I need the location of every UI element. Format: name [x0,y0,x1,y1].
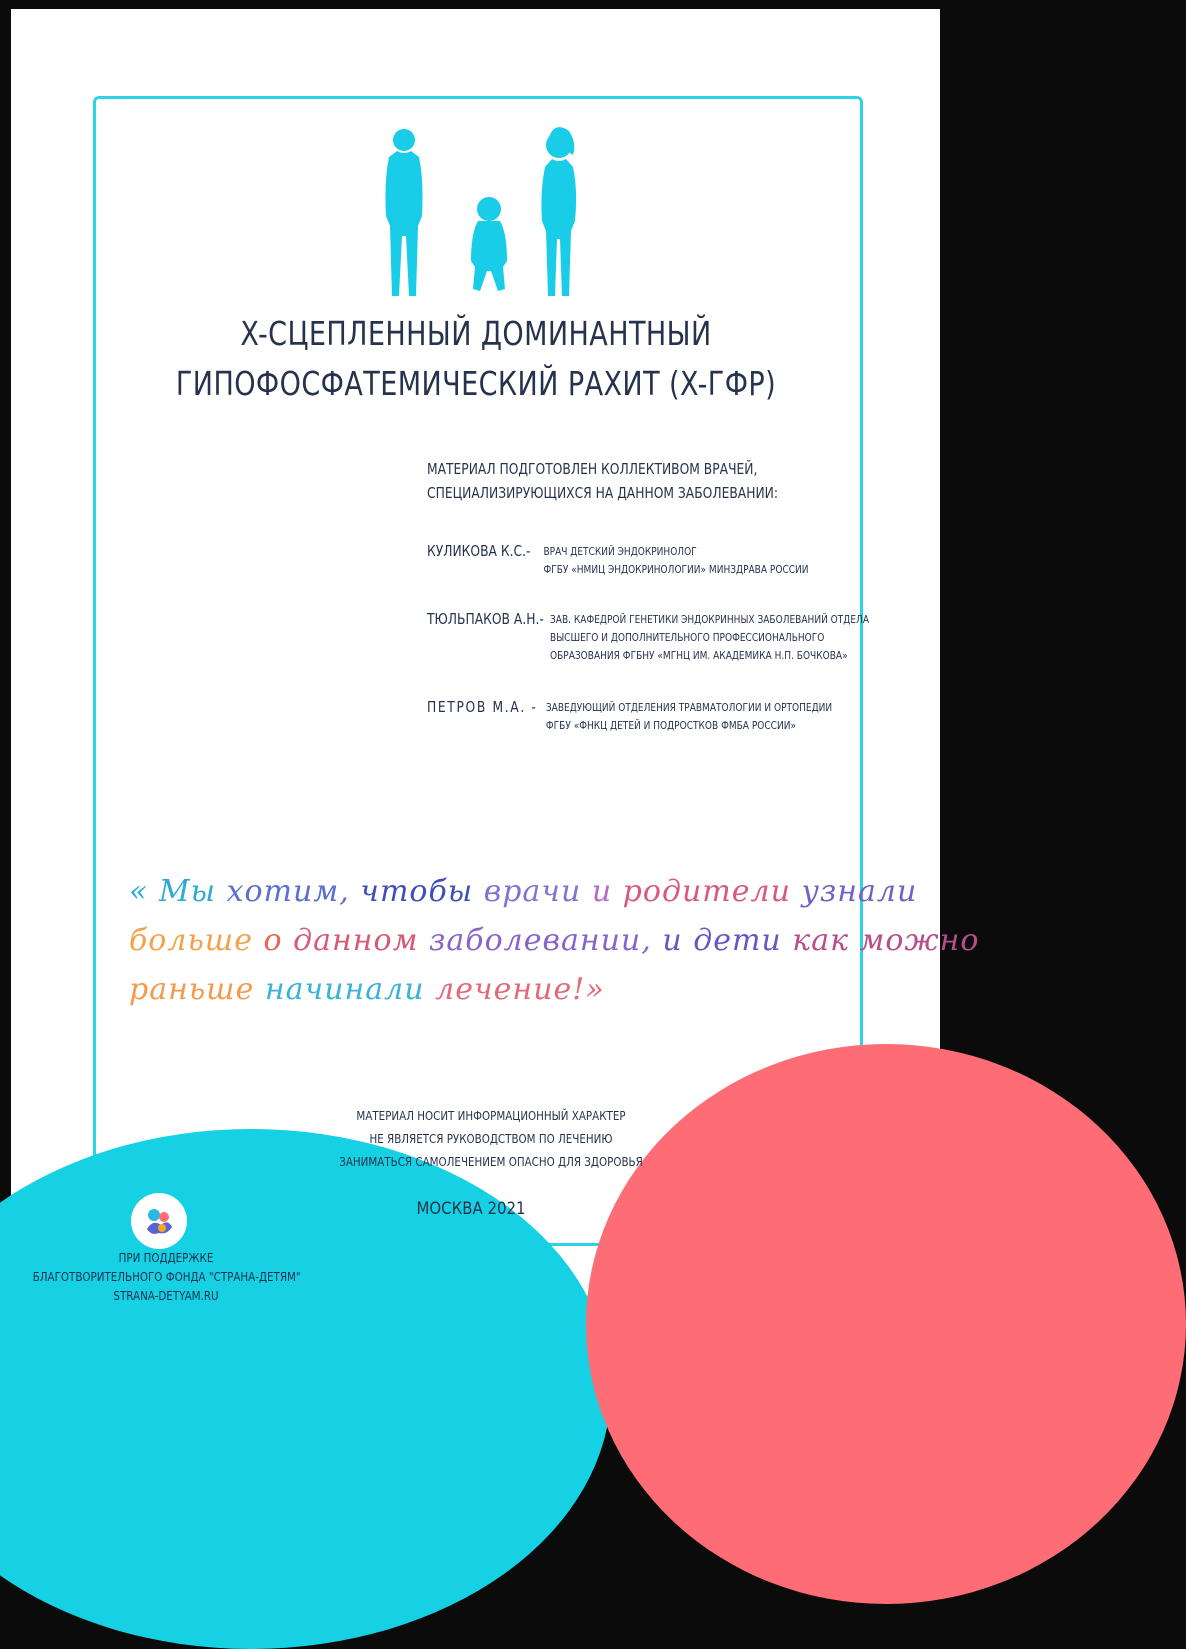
mother-body [541,159,576,296]
support-website: STRANA-DETYAM.RU [113,1289,219,1303]
document-title [144,309,808,409]
support-line-1: ПРИ ПОДДЕРЖКЕ [118,1251,214,1265]
disclaimer-line-2: НЕ ЯВЛЯЕТСЯ РУКОВОДСТВОМ ПО ЛЕЧЕНИЮ [369,1132,613,1146]
disclaimer-line-1: МАТЕРИАЛ НОСИТ ИНФОРМАЦИОННЫЙ ХАРАКТЕР [356,1109,626,1123]
quote-word: о [263,923,294,958]
disclaimer-note [267,1105,714,1174]
author-role-line: ФГБУ «ФНКЦ ДЕТЕЙ И ПОДРОСТКОВ ФМБА РОССИИ» [545,719,796,732]
quote-word: врачи [483,874,592,909]
quote-line-1 [129,867,918,916]
quote-word: чтобы [360,874,484,909]
author-role-line: ЗАВЕДУЮЩИЙ ОТДЕЛЕНИЯ ТРАВМАТОЛОГИИ И ОРТОПЕДИИ [545,701,833,714]
author-name: ПЕТРОВ М.А. - [427,698,538,716]
author-role-line: ВРАЧ ДЕТСКИЙ ЭНДОКРИНОЛОГ [543,545,697,558]
family-silhouette-icon [377,121,587,301]
support-line-2: БЛАГОТВОРИТЕЛЬНОГО ФОНДА "СТРАНА-ДЕТЯМ" [32,1270,301,1284]
city-year: МОСКВА 2021 [416,1199,526,1219]
father-body [385,151,422,296]
child-head [477,197,501,221]
author-name: КУЛИКОВА К.С.- [427,542,531,560]
author-role-line: ЗАВ. КАФЕДРОЙ ГЕНЕТИКИ ЭНДОКРИННЫХ ЗАБОЛЕВАНИЙ ОТДЕЛА [550,613,870,626]
prepared-line-2: СПЕЦИАЛИЗИРУЮЩИХСЯ НА ДАННОМ ЗАБОЛЕВАНИИ: [427,484,779,502]
author-role-line: ВЫСШЕГО И ДОПОЛНИТЕЛЬНОГО ПРОФЕССИОНАЛЬНОГО [550,631,825,644]
brochure-cover [11,9,980,1325]
quote-word: « Мы [129,874,227,909]
author-name: ТЮЛЬПАКОВ А.Н.- [427,610,544,628]
father-head [393,129,415,151]
prepared-line-1: МАТЕРИАЛ ПОДГОТОВЛЕН КОЛЛЕКТИВОМ ВРАЧЕЙ, [427,460,758,478]
quote-line-2 [129,916,980,965]
quote-word: родители [622,874,802,909]
quote-word: и дети [662,923,793,958]
author-role-line: ОБРАЗОВАНИЯ ФГБНУ «МГНЦ ИМ. АКАДЕМИКА Н.П. БОЧКОВА» [550,649,848,662]
quote-word: лечение!» [435,972,605,1007]
author-role-line: ФГБУ «НМИЦ ЭНДОКРИНОЛОГИИ» МИНЗДРАВА РОССИИ [543,563,809,576]
charity-fund-logo-mark [131,1193,187,1249]
quote-word: и [591,874,623,909]
title-line-2: ГИПОФОСФАТЕМИЧЕСКИЙ РАХИТ (X-ГФР) [175,364,777,403]
disclaimer-line-3: ЗАНИМАТЬСЯ САМОЛЕЧЕНИЕМ ОПАСНО ДЛЯ ЗДОРОВЬЯ [339,1155,643,1169]
quote-line-3 [129,965,809,1014]
support-note [33,1249,300,1306]
quote-word: заболевании, [429,923,663,958]
handwritten-quote [129,867,980,1014]
prepared-by-note [427,457,778,505]
child-body [471,221,507,291]
quote-word: начинали [264,972,436,1007]
quote-word: раньше [129,972,265,1007]
charity-fund-logo-icon [131,1193,187,1249]
quote-word: данном [293,923,430,958]
quote-word: больше [129,923,264,958]
quote-word: как можно [792,923,980,958]
quote-word: хотим, [226,874,361,909]
title-line-1: X-СЦЕПЛЕННЫЙ ДОМИНАНТНЫЙ [240,314,712,353]
quote-word: узнали [801,874,918,909]
